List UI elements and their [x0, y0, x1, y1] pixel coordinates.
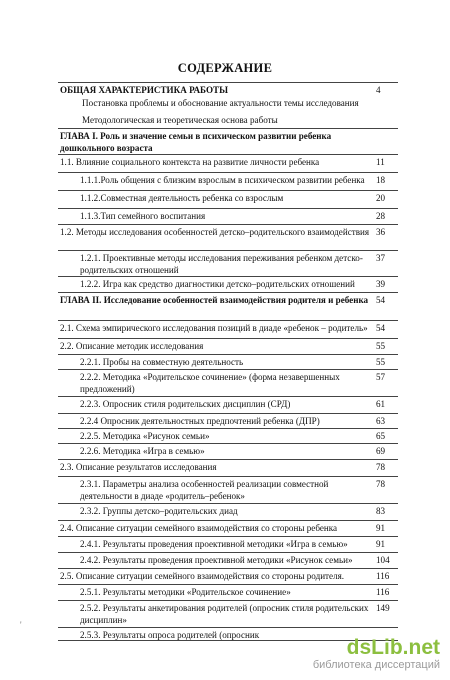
toc-entry-text: ОБЩАЯ ХАРАКТЕРИСТИКА РАБОТЫ	[60, 85, 229, 95]
toc-entry	[58, 113, 398, 128]
toc-entry-text: 2.1. Схема эмпирического исследования позиций в диаде «ребенок – родитель»	[60, 323, 368, 333]
toc-entry	[58, 96, 398, 113]
toc-entry	[58, 250, 398, 276]
toc-entry-text: 1.2.2. Игра как средство диагностики детско–родительских отношений	[80, 279, 355, 289]
toc-entry	[58, 459, 398, 476]
toc-entry	[58, 128, 398, 154]
toc-entry-page: 63	[376, 416, 386, 426]
toc-entry-text: 2.5.2. Результаты анкетирования родителей (опросник стиля родительских дисциплин»	[80, 603, 369, 625]
toc-entry	[58, 320, 398, 338]
toc-entry-text: 2.5.1. Результаты методики «Родительское сочинение»	[80, 587, 291, 597]
toc-entry-page: 39	[376, 279, 386, 289]
toc-entry-text: ГЛАВА II. Исследование особенностей взаимодействия родителя и ребенка	[60, 295, 369, 305]
toc-entry-page: 54	[376, 323, 386, 333]
toc-entry-text: 2.2.5. Методика «Рисунок семьи»	[80, 431, 210, 441]
toc-entry	[58, 413, 398, 428]
toc-entry-text: 1.2. Методы исследования особенностей детско–родительского взаимодействия	[60, 227, 370, 237]
toc-entry-text: Постановка проблемы и обоснование актуальности темы исследования	[82, 98, 359, 108]
toc-entry-page: 78	[376, 462, 386, 472]
toc-entry-page: 20	[376, 193, 386, 203]
toc-entry-text: 2.4. Описание ситуации семейного взаимодействия со стороны ребенка	[60, 523, 338, 533]
toc-entry	[58, 338, 398, 354]
toc-entry-text: 2.2.2. Методика «Родительское сочинение» (форма незавершенных предложений)	[80, 372, 340, 394]
toc-entry-page: 54	[376, 295, 386, 305]
toc-entry-text: 2.4.2. Результаты проведения проективной методики «Рисунок семьи»	[80, 555, 353, 565]
toc-entry	[58, 190, 398, 208]
toc-entry-page: 104	[376, 555, 390, 565]
toc-entry-page: 28	[376, 211, 386, 221]
toc-entry-text: 2.2.6. Методика «Игра в семью»	[80, 446, 205, 456]
toc-entry-text: 1.2.1. Проективные методы исследования переживания ребенком детско-родительских отношений	[80, 253, 363, 275]
toc-entry-page: 65	[376, 431, 386, 441]
toc-entry-text: 2.3.2. Группы детско–родительских диад	[80, 506, 238, 516]
toc-entry-text: 1.1. Влияние социального контекста на развитие личности ребенка	[60, 157, 320, 167]
toc-entry	[58, 443, 398, 459]
toc-entry	[58, 224, 398, 250]
toc-entry	[58, 520, 398, 536]
toc-entry	[58, 536, 398, 552]
toc-entry-page: 55	[376, 357, 386, 367]
toc-entry	[58, 172, 398, 190]
toc-entry-page: 83	[376, 506, 386, 516]
margin-mark: '	[20, 620, 22, 630]
toc-entry	[58, 276, 398, 292]
table-of-contents	[58, 82, 398, 641]
toc-entry-page: 37	[376, 253, 386, 263]
toc-entry-text: 1.1.2.Совместная деятельность ребенка со взрослым	[80, 193, 284, 203]
toc-entry-text: 2.5.3. Результаты опроса родителей (опросник	[80, 630, 260, 640]
toc-entry-page: 36	[376, 227, 386, 237]
toc-entry-page: 11	[376, 157, 385, 167]
toc-entry	[58, 354, 398, 369]
toc-entry-text: 1.1.1.Роль общения с близким взрослым в психическом развитии ребенка	[80, 175, 365, 185]
toc-entry	[58, 208, 398, 224]
toc-entry-page: 4	[376, 85, 381, 95]
toc-entry-page: 61	[376, 399, 386, 409]
toc-entry	[58, 369, 398, 396]
toc-entry-page: 116	[376, 587, 390, 597]
toc-entry	[58, 292, 398, 320]
toc-entry-page: 78	[376, 479, 386, 489]
toc-entry-text: 2.2. Описание методик исследования	[60, 341, 204, 351]
toc-entry-text: 2.3.1. Параметры анализа особенностей реализации совместной деятельности в диаде «родитель–ребенок»	[80, 479, 329, 501]
toc-entry	[58, 568, 398, 584]
watermark-logo: dsLib.net	[346, 636, 440, 659]
toc-entry-page: 18	[376, 175, 386, 185]
page-title: СОДЕРЖАНИЕ	[177, 61, 273, 75]
toc-entry-text: Методологическая и теоретическая основа работы	[82, 115, 278, 125]
toc-entry	[58, 396, 398, 413]
toc-entry-text: 2.4.1. Результаты проведения проективной методики «Игра в семью»	[80, 539, 348, 549]
watermark-subtitle: библиотека диссертаций	[312, 659, 440, 671]
toc-entry-page: 55	[376, 341, 386, 351]
toc-entry-text: 2.2.4 Опросник деятельностных предпочтений ребенка (ДПР)	[80, 416, 320, 426]
toc-entry	[58, 552, 398, 568]
toc-entry-page: 91	[376, 523, 386, 533]
toc-entry	[58, 503, 398, 520]
toc-entry-text: 2.2.1. Пробы на совместную деятельность	[80, 357, 244, 367]
toc-entry-page: 69	[376, 446, 386, 456]
toc-entry-text: 2.2.3. Опросник стиля родительских дисциплин (СРД)	[80, 399, 291, 409]
toc-entry-page: 91	[376, 539, 386, 549]
toc-entry-text: 2.3. Описание результатов исследования	[60, 462, 217, 472]
toc-entry-page: 57	[376, 372, 386, 382]
toc-entry	[58, 154, 398, 172]
watermark	[313, 637, 440, 672]
toc-entry-page: 149	[376, 603, 390, 613]
toc-entry	[58, 584, 398, 600]
toc-entry	[58, 82, 398, 96]
toc-entry	[58, 428, 398, 443]
toc-entry	[58, 600, 398, 627]
toc-entry-page: 116	[376, 571, 390, 581]
toc-entry	[58, 476, 398, 503]
toc-entry-text: 1.1.3.Тип семейного воспитания	[80, 211, 206, 221]
toc-entry-text: ГЛАВА I. Роль и значение семьи в психическом развитии ребенка дошкольного возраста	[60, 131, 332, 153]
toc-entry-text: 2.5. Описание ситуации семейного взаимодействия со стороны родителя.	[60, 571, 345, 581]
